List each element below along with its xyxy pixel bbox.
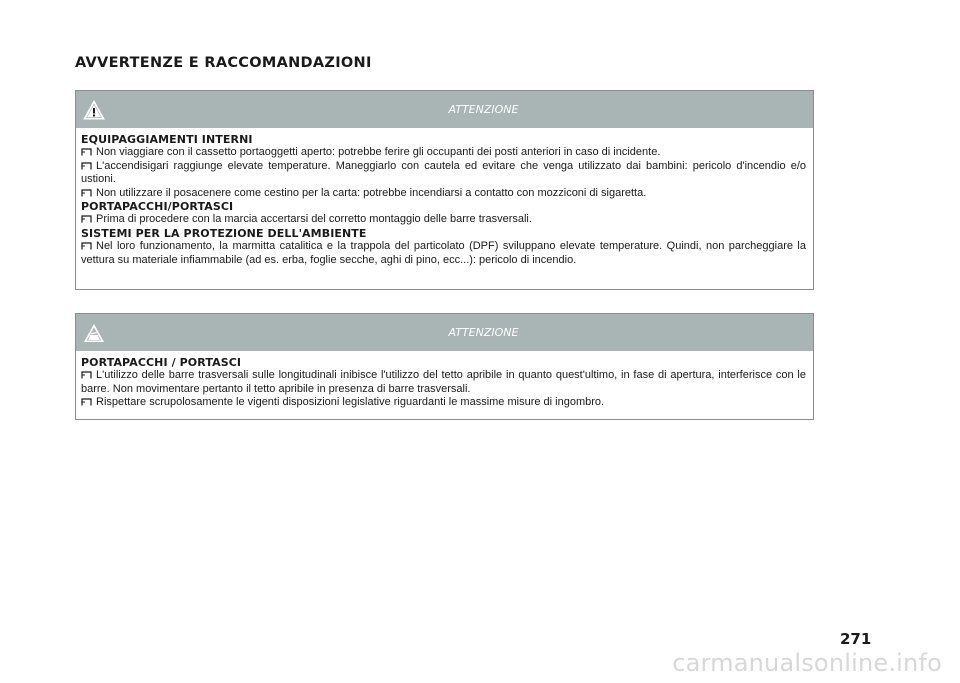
page-number: 271: [840, 630, 872, 648]
bullet-icon: [81, 215, 92, 223]
section-title: SISTEMI PER LA PROTEZIONE DELL'AMBIENTE: [81, 226, 367, 240]
section-title: EQUIPAGGIAMENTI INTERNI: [81, 133, 253, 146]
bullet-icon: [81, 398, 92, 406]
warning-box-roof-rack: [75, 313, 814, 420]
watermark: carmanualsonline.info: [672, 649, 942, 677]
warning-box-title: ATTENZIONE: [448, 326, 519, 339]
warning-box-header: [76, 91, 813, 128]
list-item: L'utilizzo delle barre trasversali sulle longitudinali inibisce l'utilizzo del tetto apribile in quanto quest'ultimo, in fase di apertura, interferisce con le barre. Non movimentare pertanto il tetto apribile in presenza di barre trasversali.: [81, 369, 806, 395]
warning-box-interior: [75, 90, 814, 290]
list-item: L'accendisigari raggiunge elevate temperature. Maneggiarlo con cautela ed evitare che venga utilizzato dai bambini: pericolo d'incendio e/o ustioni.: [81, 159, 806, 186]
warning-box-header: [76, 314, 813, 351]
list-item: Non utilizzare il posacenere come cestino per la carta: potrebbe incendiarsi a contatto con mozziconi di sigaretta.: [81, 187, 806, 200]
bullet-icon: [81, 242, 92, 250]
section-title: PORTAPACCHI/PORTASCI: [81, 200, 234, 214]
list-item: Non viaggiare con il cassetto portaoggetti aperto: potrebbe ferire gli occupanti dei posti anteriori in caso di incidente.: [81, 146, 806, 159]
warning-box-title: ATTENZIONE: [448, 103, 519, 116]
bullet-icon: [81, 162, 92, 170]
list-item: Prima di procedere con la marcia accertarsi del corretto montaggio delle barre trasversali.: [81, 213, 806, 226]
bullet-icon: [81, 189, 92, 197]
warning-box-body: [76, 128, 813, 267]
list-item: Rispettare scrupolosamente le vigenti disposizioni legislative riguardanti le massime misure di ingombro.: [81, 396, 806, 409]
bullet-icon: [81, 371, 92, 379]
list-item: Nel loro funzionamento, la marmitta catalitica e la trappola del particolato (DPF) sviluppano elevate temperature. Quindi, non parcheggiare la vettura su materiale infiammabile (ad es. erba, foglie secche, aghi di pino, ecc...): pericolo di incendio.: [81, 240, 806, 266]
warning-box-body: [76, 351, 813, 410]
section-title: PORTAPACCHI / PORTASCI: [81, 356, 242, 369]
bullet-icon: [81, 148, 92, 156]
page-heading: AVVERTENZE E RACCOMANDAZIONI: [75, 55, 372, 71]
